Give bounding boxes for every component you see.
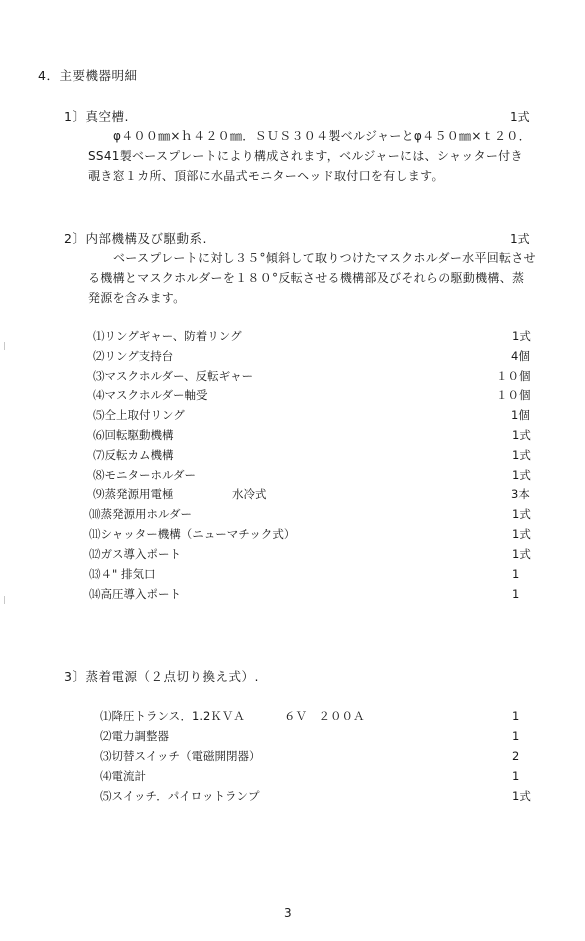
section-paragraph-line: SS41製ベースプレートにより構成されます，ベルジャーには、シャッター付き [88,149,523,163]
list-item [100,711,538,727]
item-quantity: 1 [512,729,520,743]
list-item [89,589,538,605]
list-item [93,470,538,486]
item-label: ⒁高圧導入ポート [89,587,181,601]
item-label: ⒀４" 排気口 [89,567,156,581]
item-quantity: 1式 [512,329,531,343]
scan-mark [4,596,5,604]
section-quantity: 1式 [510,232,530,246]
item-quantity: １０個 [496,369,531,383]
section-title: 3〕蒸着電源（２点切り換え式）. [64,669,259,684]
item-quantity: 1式 [512,547,531,561]
item-label: ⑾シャッター機構（ニューマチック式） [89,527,296,541]
item-quantity: 2 [512,749,520,763]
item-quantity: 1 [512,769,520,783]
section-paragraph-line: 発源を含みます。 [88,291,186,305]
item-label: ⑼蒸発源用電極 [93,487,174,501]
item-label: ⑸仝上取付リング [93,408,185,422]
list-item [89,549,538,565]
list-item [89,509,538,525]
section-title: 1〕真空槽. [64,109,129,124]
item-quantity: 1 [512,567,520,581]
list-item [93,390,538,406]
document-heading: 4．主要機器明細 [38,68,138,83]
list-item [93,410,538,426]
list-item [100,731,538,747]
item-label: ⑸スイッチ．パイロットランプ [100,789,260,803]
section-title: 2〕内部機構及び駆動系. [64,231,207,246]
list-item [93,450,538,466]
list-item [100,771,538,787]
item-label: ⑴降圧トランス．1.2ＫＶＡ [100,709,245,723]
list-item [89,569,538,585]
section-paragraph-line: る機構とマスクホルダーを１８０°反転させる機構部及びそれらの駆動機構、蒸 [88,271,525,285]
list-item [93,351,538,367]
list-item [100,791,538,807]
item-quantity: 4個 [511,349,530,363]
section-paragraph-line: φ４００㎜×ｈ４２０㎜．ＳＵＳ３０４製ベルジャーとφ４５０㎜×ｔ２０． [113,129,531,143]
list-item [93,489,538,505]
scan-mark [4,342,5,350]
list-item [93,331,538,347]
item-label: ⑽蒸発源用ホルダー [89,507,193,521]
item-quantity: 1式 [512,527,531,541]
section-quantity: 1式 [510,110,530,124]
item-quantity: 1式 [512,428,531,442]
item-label: ⑿ガス導入ポート [89,547,181,561]
section-paragraph-line: 覗き窓１カ所、頂部に水晶式モニターヘッド取付口を有します。 [88,169,444,183]
item-quantity: １０個 [496,388,531,402]
item-label: ⑶切替スイッチ（電磁開閉器） [100,749,261,763]
item-label: ⑻モニターホルダー [93,468,197,482]
page-number: 3 [284,906,292,920]
item-label: ⑹回転駆動機構 [93,428,174,442]
item-label: ⑺反転カム機構 [93,448,174,462]
item-quantity: 1式 [512,468,531,482]
list-item [93,371,538,387]
item-quantity: 1個 [511,408,530,422]
item-label: ⑷電流計 [100,769,146,783]
item-label: ⑴リングギャー、防着リング [93,329,242,343]
item-note: ６Ｖ ２００Ａ [284,709,365,723]
item-label: ⑵リング支持台 [93,349,174,363]
item-label: ⑶マスクホルダー、反転ギャー [93,369,254,383]
list-item [89,529,538,545]
item-quantity: 1 [512,709,520,723]
list-item [100,751,538,767]
item-quantity: 1式 [512,789,531,803]
item-quantity: 1式 [512,507,531,521]
item-label: ⑷マスクホルダー軸受 [93,388,208,402]
item-note: 水冷式 [232,487,267,501]
item-quantity: 1式 [512,448,531,462]
item-label: ⑵電力調整器 [100,729,169,743]
item-quantity: 3本 [511,487,530,501]
list-item [93,430,538,446]
item-quantity: 1 [512,587,520,601]
section-paragraph-line: ベースプレートに対し３５°傾斜して取りつけたマスクホルダー水平回転させ [113,251,536,265]
